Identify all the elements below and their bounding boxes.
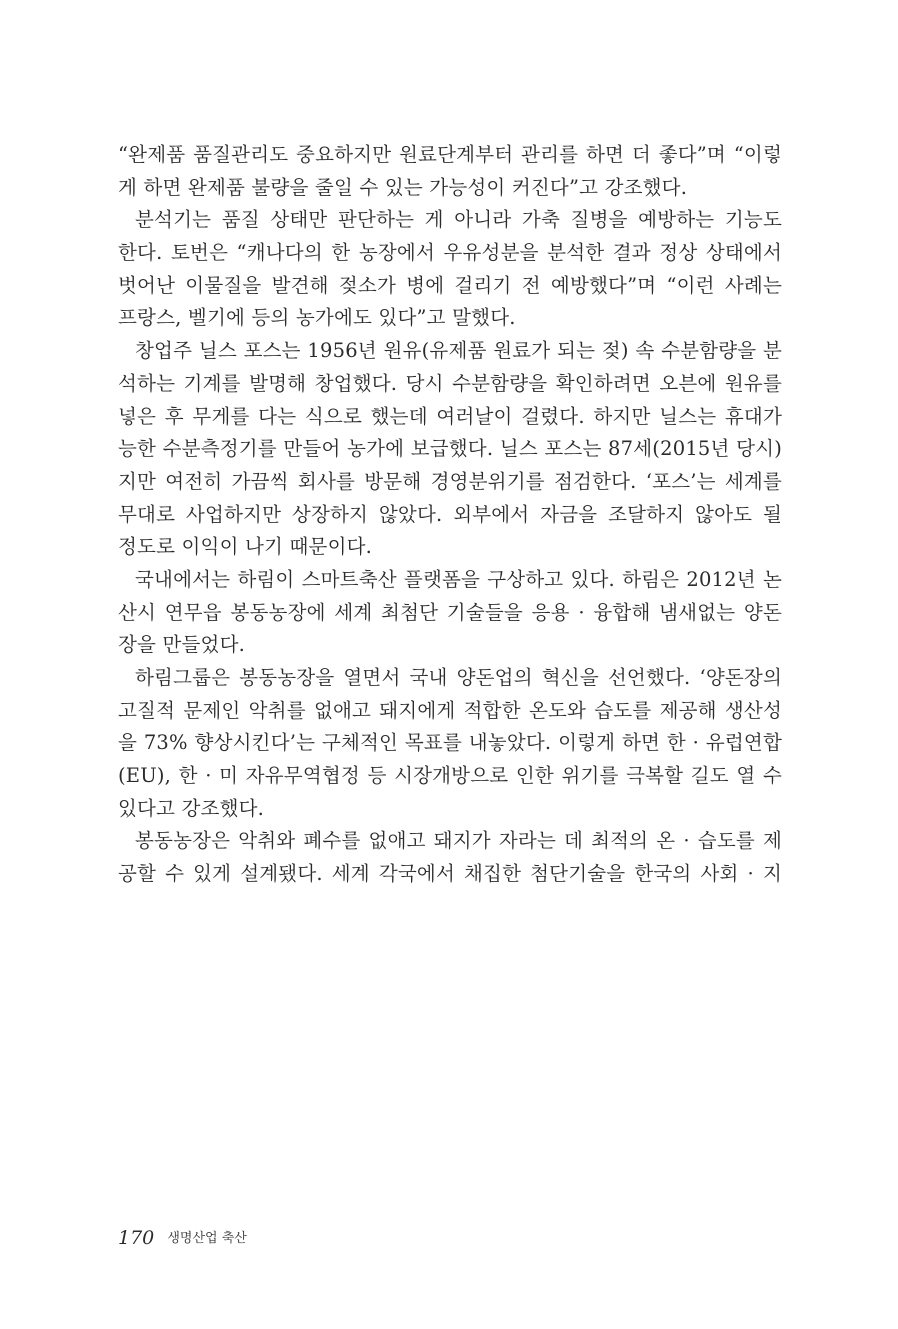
text-line: “완제품 품질관리도 중요하지만 원료단계부터 관리를 하면 더 좋다”며 “이렇 xyxy=(118,143,782,166)
text-line: 산시 연무읍 봉동농장에 세계 최첨단 기술들을 응용 · 융합해 냄새없는 양돈 xyxy=(118,600,782,624)
text-line: 국내에서는 하림이 스마트축산 플랫폼을 구상하고 있다. 하림은 2012년 논 xyxy=(135,567,782,591)
page-footer xyxy=(118,1226,247,1250)
text-line: 분석기는 품질 상태만 판단하는 게 아니라 가축 질병을 예방하는 기능도 xyxy=(135,208,782,232)
text-line: 고질적 문제인 악취를 없애고 돼지에게 적합한 온도와 습도를 제공해 생산성 xyxy=(118,698,782,722)
text-line: 있다고 강조했다. xyxy=(118,796,265,820)
text-line: 을 73% 향상시킨다’는 구체적인 목표를 내놓았다. 이렇게 하면 한 · 유럽연합 xyxy=(118,731,782,755)
text-line: 벗어난 이물질을 발견해 젖소가 병에 걸리기 전 예방했다”며 “이런 사례는 xyxy=(118,273,782,297)
text-line: 능한 수분측정기를 만들어 농가에 보급했다. 닐스 포스는 87세(2015년 당시) xyxy=(118,437,782,461)
text-line: 하림그룹은 봉동농장을 열면서 국내 양돈업의 혁신을 선언했다. ‘양돈장의 xyxy=(135,666,782,689)
page-number: 170 xyxy=(118,1227,155,1249)
text-line: 창업주 닐스 포스는 1956년 원유(유제품 원료가 되는 젖) 속 수분함량을 분 xyxy=(135,339,782,363)
text-line: 봉동농장은 악취와 폐수를 없애고 돼지가 자라는 데 최적의 온 · 습도를 제 xyxy=(135,829,782,853)
text-line: 무대로 사업하지만 상장하지 않았다. 외부에서 자금을 조달하지 않아도 될 xyxy=(118,502,782,526)
running-title: 생명산업 축산 xyxy=(167,1231,247,1246)
text-line: 프랑스, 벨기에 등의 농가에도 있다”고 말했다. xyxy=(118,306,516,330)
text-line: 공할 수 있게 설계됐다. 세계 각국에서 채집한 첨단기술을 한국의 사회 · 지 xyxy=(118,862,782,886)
body-text xyxy=(118,139,782,891)
text-line: 게 하면 완제품 불량을 줄일 수 있는 가능성이 커진다”고 강조했다. xyxy=(118,175,688,199)
text-line: 석하는 기계를 발명해 창업했다. 당시 수분함량을 확인하려면 오븐에 원유를 xyxy=(118,371,782,395)
text-line: 지만 여전히 가끔씩 회사를 방문해 경영분위기를 점검한다. ‘포스’는 세계를 xyxy=(118,469,782,493)
text-line: 장을 만들었다. xyxy=(118,633,246,657)
text-line: 넣은 후 무게를 다는 식으로 했는데 여러날이 걸렸다. 하지만 닐스는 휴대가 xyxy=(118,404,782,428)
text-line: 한다. 토번은 “캐나다의 한 농장에서 우유성분을 분석한 결과 정상 상태에서 xyxy=(118,241,782,265)
text-line: (EU), 한 · 미 자유무역협정 등 시장개방으로 인한 위기를 극복할 길도 열 수 xyxy=(118,764,782,788)
text-line: 정도로 이익이 나기 때문이다. xyxy=(118,535,373,559)
